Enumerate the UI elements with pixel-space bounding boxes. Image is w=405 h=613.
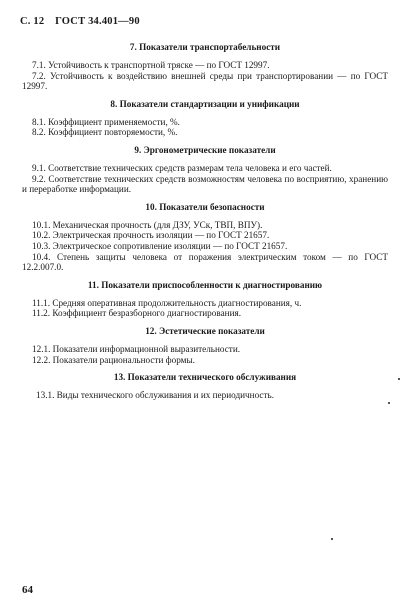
section-title: 12. Эстетические показатели <box>145 325 265 336</box>
section-12 <box>22 326 388 365</box>
scan-speck <box>331 538 333 540</box>
section-title: 10. Показатели безопасности <box>145 201 265 212</box>
section-item: 10.1. Механическая прочность (для ДЗУ, УСк, ТВП, ВПУ). <box>32 219 263 230</box>
section-item: 7.2. Устойчивость к воздействию внешней среды при транспортировании — по ГОСТ 12997. <box>22 70 388 92</box>
page-number: 64 <box>22 584 33 596</box>
section-item: 10.2. Электрическая прочность изоляции — по ГОСТ 21657. <box>32 230 270 241</box>
section-13 <box>22 372 388 401</box>
standard-code: ГОСТ 34.401—90 <box>55 16 140 27</box>
section-item: 13.1. Виды технического обслуживания и их периодичность. <box>36 390 274 401</box>
section-item: 9.2. Соответствие технических средств возможностям человека по восприятию, хранению и переработке информации. <box>22 173 388 195</box>
section-11 <box>22 280 388 319</box>
page-marker: С. 12 <box>20 16 45 27</box>
section-9 <box>22 145 388 195</box>
scan-speck <box>398 378 400 380</box>
section-item: 11.2. Коэффициент безразборного диагностирования. <box>32 308 242 319</box>
section-item: 12.2. Показатели рациональности формы. <box>32 354 195 365</box>
section-item: 10.3. Электрическое сопротивление изоляции — по ГОСТ 21657. <box>32 240 288 251</box>
document-body <box>22 42 388 408</box>
section-item: 10.4. Степень защиты человека от поражения электрическим током — по ГОСТ 12.2.007.0. <box>22 251 388 273</box>
section-item: 7.1. Устойчивость к транспортной тряске — по ГОСТ 12997. <box>32 60 270 70</box>
section-title: 7. Показатели транспортабельности <box>129 42 281 52</box>
section-title: 11. Показатели приспособленности к диагностированию <box>87 279 323 290</box>
section-item: 8.2. Коэффициент повторяемости, %. <box>32 127 178 138</box>
scan-speck <box>388 402 390 404</box>
section-item: 9.1. Соответствие технических средств размерам тела человека и его частей. <box>32 162 332 173</box>
section-7 <box>22 42 388 92</box>
section-title: 13. Показатели технического обслуживания <box>113 372 297 383</box>
section-10 <box>22 202 388 273</box>
section-item: 8.1. Коэффициент применяемости, %. <box>32 116 180 127</box>
section-title: 8. Показатели стандартизации и унификации <box>110 98 300 109</box>
page-header <box>20 16 140 27</box>
section-title: 9. Эргонометрические показатели <box>134 144 276 155</box>
section-item: 11.1. Средняя оперативная продолжительность диагностирования, ч. <box>32 297 302 308</box>
section-8 <box>22 99 388 138</box>
section-item: 12.1. Показатели информационной выразительности. <box>32 343 241 354</box>
